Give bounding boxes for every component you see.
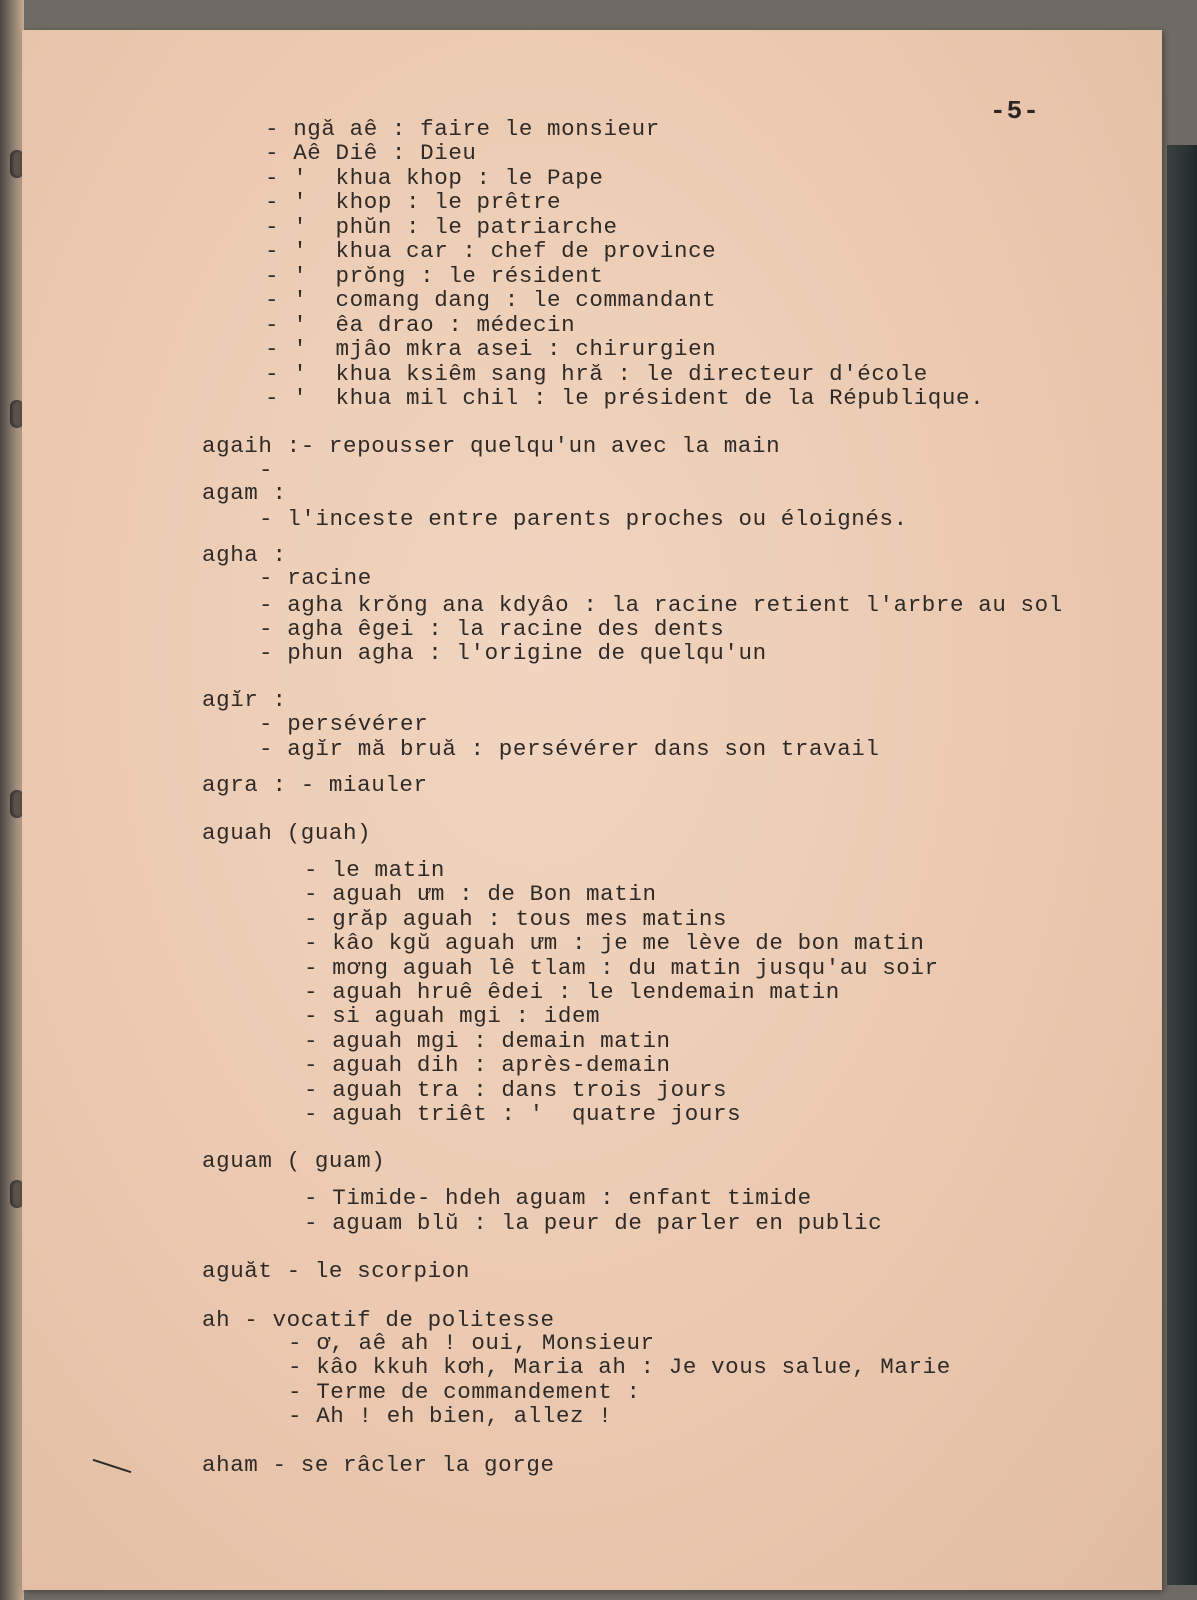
entry-line: - aguah mgi : demain matin [304,1028,671,1054]
entry-line: - aguam blŭ : la peur de parler en public [304,1210,883,1236]
binding-edge [0,0,24,1600]
entry-line: - grăp aguah : tous mes matins [304,906,728,932]
entry-line: - ' êa drao : médecin [265,312,576,338]
entry-line: - Ah ! eh bien, allez ! [288,1403,613,1429]
entry-line: - ' khua ksiêm sang hră : le directeur d'école [265,361,928,387]
entry-line: - kâo kgŭ aguah ưm : je me lève de bon matin [304,930,925,956]
entry-line: - aguah triêt : ' quatre jours [304,1101,742,1127]
entry-line: - aguah ưm : de Bon matin [304,881,657,907]
entry-line: - ' khua mil chil : le président de la République. [265,385,985,411]
headword-line: agĭr : [202,687,287,713]
entry-line: - racine [259,565,372,591]
entry-line: - persévérer [259,711,429,737]
entry-line: - Timide- hdeh aguam : enfant timide [304,1185,812,1211]
entry-line: - agha krŏng ana kdyâo : la racine retient l'arbre au sol [259,592,1063,618]
entry-line: - aguah dih : après-demain [304,1052,671,1078]
headword-line: ah - vocatif de politesse [202,1307,555,1333]
headword-line: aguăt - le scorpion [202,1258,470,1284]
entry-line: - [259,457,274,483]
entry-line: - ' khua car : chef de province [265,238,717,264]
entry-line: - kâo kkuh kơh, Maria ah : Je vous salue, Marie [288,1354,951,1380]
entry-line: - Aê Diê : Dieu [265,140,477,166]
headword-line: aguah (guah) [202,820,372,846]
pencil-mark [93,1459,132,1473]
headword-line: agha : [202,542,287,568]
page-number: -5- [990,96,1040,126]
entry-line: - si aguah mgi : idem [304,1003,601,1029]
entry-line: - agha êgei : la racine des dents [259,616,725,642]
entry-line: - ' khop : le prêtre [265,189,562,215]
headword-line: agaih :- repousser quelqu'un avec la main [202,433,781,459]
headword-line: agra : - miauler [202,772,428,798]
typed-page [22,30,1162,1590]
headword-line: agam : [202,480,287,506]
entry-line: - ' khua khop : le Pape [265,165,604,191]
book-cover-edge [1167,145,1197,1585]
entry-line: - aguah tra : dans trois jours [304,1077,728,1103]
entry-line: - aguah hruê êdei : le lendemain matin [304,979,840,1005]
entry-line: - ' comang dang : le commandant [265,287,717,313]
entry-line: - ngă aê : faire le monsieur [265,116,660,142]
entry-line: - ơ, aê ah ! oui, Monsieur [288,1330,655,1356]
entry-line: - le matin [304,857,446,883]
entry-line: - ' prŏng : le résident [265,263,604,289]
entry-line: - l'inceste entre parents proches ou éloignés. [259,506,908,532]
entry-line: - agĭr mă bruă : persévérer dans son travail [259,736,880,762]
entry-line: - phun agha : l'origine de quelqu'un [259,640,767,666]
headword-line: aguam ( guam) [202,1148,386,1174]
entry-line: - ' mjâo mkra asei : chirurgien [265,336,717,362]
entry-line: - mơng aguah lê tlam : du matin jusqu'au soir [304,955,939,981]
entry-line: - Terme de commandement : [288,1379,641,1405]
entry-line: - ' phŭn : le patriarche [265,214,618,240]
headword-line: aham - se râcler la gorge [202,1452,555,1478]
